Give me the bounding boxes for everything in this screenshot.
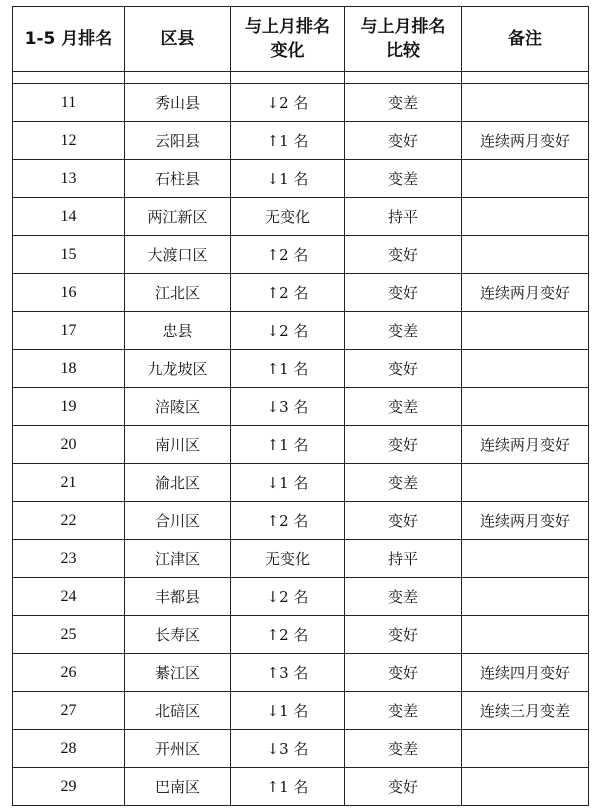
cell-district: 南川区 xyxy=(125,426,231,464)
cell-note xyxy=(462,768,589,806)
cell-rank: 13 xyxy=(13,160,125,198)
cell-rank-change: ↓2 名 xyxy=(231,84,345,122)
cell-rank-change: ↑2 名 xyxy=(231,236,345,274)
cell-comparison: 变差 xyxy=(345,84,462,122)
cell-district: 秀山县 xyxy=(125,84,231,122)
cell-comparison: 持平 xyxy=(345,198,462,236)
cell-rank-change: ↑1 名 xyxy=(231,350,345,388)
cell-rank: 22 xyxy=(13,502,125,540)
header-row xyxy=(13,7,589,72)
cell-rank-change: ↑2 名 xyxy=(231,274,345,312)
cell-rank: 20 xyxy=(13,426,125,464)
cell-note xyxy=(462,312,589,350)
cell-note xyxy=(462,540,589,578)
cell-note: 连续三月变差 xyxy=(462,692,589,730)
cell-district: 石柱县 xyxy=(125,160,231,198)
cell-comparison: 变好 xyxy=(345,236,462,274)
ranking-table xyxy=(12,6,589,806)
table-row xyxy=(13,654,589,692)
cell-rank: 28 xyxy=(13,730,125,768)
table-row xyxy=(13,692,589,730)
table-row xyxy=(13,312,589,350)
table-row xyxy=(13,274,589,312)
header-change-line2: 变化 xyxy=(270,41,305,61)
table-row xyxy=(13,350,589,388)
cell-rank-change: ↓1 名 xyxy=(231,692,345,730)
cell-comparison: 变差 xyxy=(345,464,462,502)
cell-comparison: 变好 xyxy=(345,502,462,540)
header-rank xyxy=(13,7,125,72)
cell-note: 连续四月变好 xyxy=(462,654,589,692)
table-header xyxy=(13,7,589,72)
spacer-cell xyxy=(231,72,345,84)
cell-rank: 15 xyxy=(13,236,125,274)
spacer-cell xyxy=(125,72,231,84)
cell-district: 长寿区 xyxy=(125,616,231,654)
cell-comparison: 变差 xyxy=(345,730,462,768)
cell-note xyxy=(462,350,589,388)
cell-rank: 29 xyxy=(13,768,125,806)
table-body xyxy=(13,72,589,806)
cell-district: 江北区 xyxy=(125,274,231,312)
cell-rank: 24 xyxy=(13,578,125,616)
cell-district: 合川区 xyxy=(125,502,231,540)
table-row xyxy=(13,730,589,768)
cell-note xyxy=(462,236,589,274)
cell-rank-change: ↑1 名 xyxy=(231,426,345,464)
cell-rank-change: ↓1 名 xyxy=(231,160,345,198)
cell-rank-change: ↓3 名 xyxy=(231,730,345,768)
cell-district: 忠县 xyxy=(125,312,231,350)
cell-note: 连续两月变好 xyxy=(462,426,589,464)
header-rank-label: 1-5 月排名 xyxy=(24,29,113,49)
cell-note xyxy=(462,464,589,502)
cell-rank-change: ↓1 名 xyxy=(231,464,345,502)
cell-note xyxy=(462,388,589,426)
cell-district: 丰都县 xyxy=(125,578,231,616)
cell-rank: 19 xyxy=(13,388,125,426)
cell-note xyxy=(462,198,589,236)
cell-comparison: 变差 xyxy=(345,160,462,198)
cell-comparison: 变好 xyxy=(345,274,462,312)
cell-rank: 21 xyxy=(13,464,125,502)
table-row xyxy=(13,502,589,540)
cell-district: 北碚区 xyxy=(125,692,231,730)
table-row xyxy=(13,122,589,160)
cell-note xyxy=(462,616,589,654)
header-compare-line2: 比较 xyxy=(386,41,420,61)
cell-district: 云阳县 xyxy=(125,122,231,160)
header-change xyxy=(231,7,345,72)
cell-district: 九龙坡区 xyxy=(125,350,231,388)
table-row xyxy=(13,464,589,502)
cell-note xyxy=(462,84,589,122)
cell-comparison: 变差 xyxy=(345,312,462,350)
cell-district: 开州区 xyxy=(125,730,231,768)
cell-rank: 16 xyxy=(13,274,125,312)
cell-note: 连续两月变好 xyxy=(462,122,589,160)
cell-rank-change: ↑1 名 xyxy=(231,122,345,160)
cell-district: 两江新区 xyxy=(125,198,231,236)
cell-district: 江津区 xyxy=(125,540,231,578)
spacer-cell xyxy=(462,72,589,84)
header-district xyxy=(125,7,231,72)
cell-rank-change: 无变化 xyxy=(231,198,345,236)
cell-rank: 18 xyxy=(13,350,125,388)
table-row xyxy=(13,160,589,198)
cell-comparison: 变好 xyxy=(345,426,462,464)
table-row xyxy=(13,768,589,806)
cell-note xyxy=(462,578,589,616)
cell-note xyxy=(462,730,589,768)
cell-rank-change: ↓3 名 xyxy=(231,388,345,426)
table-row xyxy=(13,578,589,616)
cell-district: 涪陵区 xyxy=(125,388,231,426)
cell-rank: 17 xyxy=(13,312,125,350)
cell-district: 綦江区 xyxy=(125,654,231,692)
table-row xyxy=(13,84,589,122)
table-row xyxy=(13,426,589,464)
cell-district: 巴南区 xyxy=(125,768,231,806)
cell-rank: 25 xyxy=(13,616,125,654)
cell-note: 连续两月变好 xyxy=(462,502,589,540)
cell-rank: 14 xyxy=(13,198,125,236)
table-row xyxy=(13,540,589,578)
cell-rank-change: ↓2 名 xyxy=(231,312,345,350)
cell-rank: 23 xyxy=(13,540,125,578)
table-row xyxy=(13,198,589,236)
cell-rank-change: ↑1 名 xyxy=(231,768,345,806)
cell-note: 连续两月变好 xyxy=(462,274,589,312)
cell-rank: 12 xyxy=(13,122,125,160)
table-row xyxy=(13,236,589,274)
cell-comparison: 变差 xyxy=(345,692,462,730)
cell-comparison: 变好 xyxy=(345,616,462,654)
cell-rank-change: ↓2 名 xyxy=(231,578,345,616)
cell-comparison: 变好 xyxy=(345,768,462,806)
header-compare-line1: 与上月排名 xyxy=(360,17,446,37)
cell-rank-change: ↑2 名 xyxy=(231,502,345,540)
cell-comparison: 变好 xyxy=(345,350,462,388)
cell-rank: 27 xyxy=(13,692,125,730)
cell-comparison: 变好 xyxy=(345,122,462,160)
cell-rank-change: 无变化 xyxy=(231,540,345,578)
cell-rank-change: ↑3 名 xyxy=(231,654,345,692)
spacer-cell xyxy=(13,72,125,84)
cell-district: 渝北区 xyxy=(125,464,231,502)
header-change-line1: 与上月排名 xyxy=(245,17,330,37)
cell-comparison: 变差 xyxy=(345,578,462,616)
cell-comparison: 持平 xyxy=(345,540,462,578)
cell-district: 大渡口区 xyxy=(125,236,231,274)
table-row xyxy=(13,616,589,654)
table-row xyxy=(13,388,589,426)
cell-rank-change: ↑2 名 xyxy=(231,616,345,654)
spacer-row xyxy=(13,72,589,84)
cell-comparison: 变好 xyxy=(345,654,462,692)
cell-note xyxy=(462,160,589,198)
cell-comparison: 变差 xyxy=(345,388,462,426)
header-compare xyxy=(345,7,462,72)
spacer-cell xyxy=(345,72,462,84)
header-note-label: 备注 xyxy=(508,29,542,49)
cell-rank: 26 xyxy=(13,654,125,692)
header-district-label: 区县 xyxy=(160,29,195,49)
cell-rank: 11 xyxy=(13,84,125,122)
header-note xyxy=(462,7,589,72)
